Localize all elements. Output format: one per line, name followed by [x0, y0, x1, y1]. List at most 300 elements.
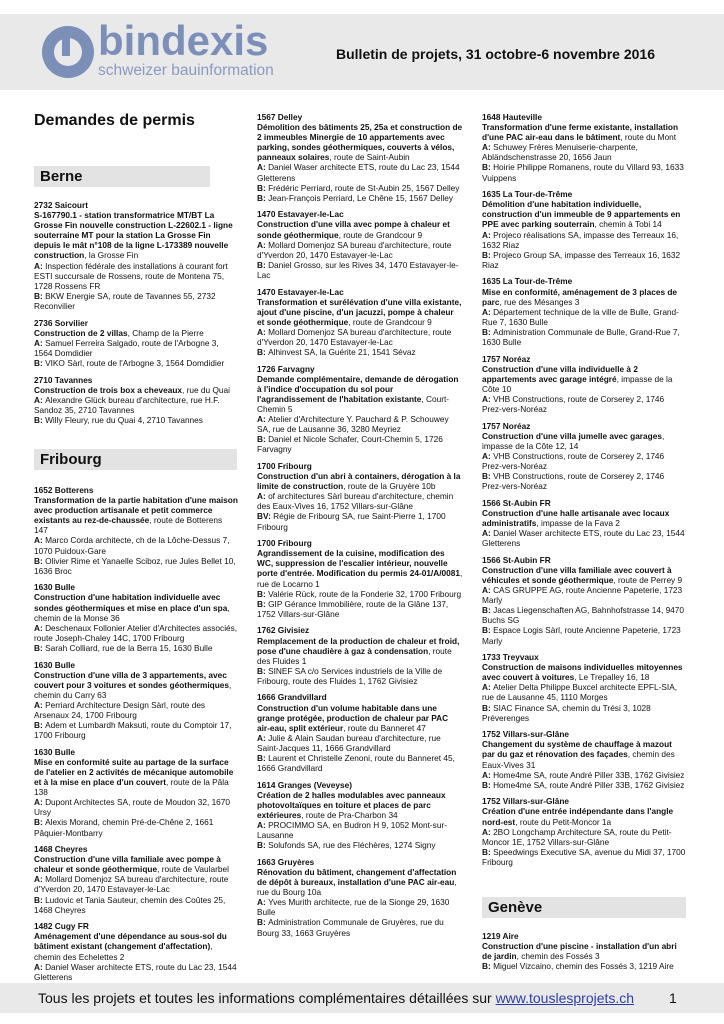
owner-rep-line: [257, 511, 463, 531]
owner-line: [34, 720, 238, 740]
architect-line-key: A:: [482, 585, 494, 596]
footer-link[interactable]: www.touslesprojets.ch: [495, 990, 635, 1006]
project-location: 1630 Bulle: [34, 746, 76, 757]
project-entry: [34, 318, 234, 368]
architect-line-value: Perriard Architecture Design Sàrl, route des Arsenaux 24, 1700 Fribourg: [34, 699, 206, 720]
architect-line: [34, 700, 238, 720]
architect-line: [257, 820, 463, 840]
project-description: [482, 662, 686, 682]
architect-line-key: A:: [34, 535, 46, 546]
project-location: 1752 Villars-sur-Glâne: [482, 729, 570, 740]
column-fribourg-1: [34, 485, 238, 998]
project-entry: [482, 112, 686, 183]
owner-line-value: Projeco Group SA, impasse des Terreaux 16, 1632 Riaz: [482, 249, 681, 270]
architect-line-key: A:: [482, 450, 494, 461]
owner-line-key: B:: [34, 290, 46, 301]
project-location: 1666 Grandvillard: [257, 692, 327, 703]
project-address: , route de la Pâla 138: [34, 777, 229, 798]
architect-line-key: A:: [482, 682, 494, 693]
owner-line-value: Administration Communale de Gruyères, rue du Bourg 33, 1663 Gruyères: [257, 917, 444, 938]
owner-line: [482, 847, 686, 867]
architect-line-key: A:: [257, 326, 269, 337]
project-location: 1630 Bulle: [34, 582, 76, 593]
architect-line-key: A:: [482, 306, 494, 317]
region-heading-berne: Berne: [34, 166, 210, 187]
project-entry: [257, 364, 463, 455]
architect-line: [482, 827, 686, 847]
owner-line-value: Willy Fleury, rue du Quai 4, 2710 Tavannes: [45, 414, 203, 425]
owner-line-key: B:: [482, 471, 494, 482]
owner-line: [482, 327, 686, 347]
owner-rep-line-key: BV:: [257, 511, 274, 522]
owner-line-value: Solufonds SA, rue des Fléchères, 1274 Signy: [268, 840, 436, 851]
owner-line-value: Espace Logis Sàrl, route Ancienne Papeterie, 1723 Marly: [482, 625, 681, 646]
project-address: , route de Botterens 147: [34, 515, 223, 536]
project-title: Construction d'un volume habitable dans une grange protégée, production de chaleur par PAC air-eau, split extérieur: [257, 702, 449, 733]
project-description: [482, 364, 686, 394]
project-title: Construction d'une villa jumelle avec garages: [482, 430, 662, 441]
project-entry: [482, 354, 686, 415]
architect-line-value: Daniel Waser architecte ETS, route du Lac 23, 1544 Gletterens: [257, 162, 460, 183]
owner-line: [482, 780, 686, 790]
project-address: , chemin des Eaux-Vives 31: [482, 749, 675, 770]
project-location: 2736 Sorvilier: [34, 317, 88, 328]
architect-line: [257, 491, 463, 511]
project-description: [257, 548, 463, 588]
architect-line-value: Home4me SA, route André Piller 33B, 1762 Givisiez: [493, 769, 685, 780]
project-location: 1470 Estavayer-le-Lac: [257, 286, 344, 297]
project-location: 1219 Aire: [482, 931, 519, 941]
architect-line-key: A:: [482, 769, 494, 780]
project-address: , la Grosse Fin: [84, 250, 139, 261]
project-address: , route de Vaularbel: [157, 864, 229, 875]
owner-line-key: B:: [482, 779, 494, 790]
owner-line-value: Hoirie Philippe Romanens, route du Villard 93, 1633 Vuippens: [482, 162, 684, 183]
architect-line-key: A:: [34, 260, 46, 271]
architect-line-key: A:: [34, 337, 46, 348]
project-entry: [34, 375, 234, 425]
owner-line: [257, 840, 463, 850]
project-address: , Champ de la Pierre: [127, 327, 204, 338]
project-title: Construction d'une villa familiale avec couvert à véhicules et sonde géothermique: [482, 564, 672, 585]
owner-line: [257, 183, 463, 193]
project-description: [257, 219, 463, 239]
owner-line-key: B:: [257, 917, 269, 928]
architect-line: [257, 733, 463, 753]
project-location: 1614 Granges (Veveyse): [257, 779, 353, 790]
architect-line-value: Daniel Waser architecte ETS, route du Lac 23, 1544 Gletterens: [482, 528, 685, 549]
project-description: [34, 757, 238, 797]
project-title: Transformation et surélévation d'une villa existante, ajout d'une piscine, d'un jacuzzi, pompe à chaleur et sonde géothermique: [257, 296, 462, 327]
owner-line-key: B:: [34, 357, 46, 368]
project-entry: [482, 555, 686, 646]
project-description: [257, 122, 463, 162]
project-title: Construction d'une villa familiale avec pompe à chaleur et sonde géothermique: [34, 854, 221, 875]
owner-line-key: B:: [482, 162, 494, 173]
project-description: [34, 210, 234, 260]
project-description: [257, 703, 463, 733]
project-title: Demande complémentaire, demande de dérogation à l'indice d'occupation du sol pour l'agrandissement de l'habitation existante: [257, 373, 459, 404]
owner-line: [257, 260, 463, 280]
owner-line-key: B:: [257, 192, 269, 203]
project-description: [482, 508, 686, 528]
project-address: , chemin des Fossés 3: [516, 951, 600, 962]
project-title: Construction d'une villa individuelle à 2 appartements avec garage intégré: [482, 363, 638, 384]
owner-line-key: B:: [482, 702, 494, 713]
owner-line-key: B:: [257, 182, 269, 193]
architect-line-value: VHB Constructions, route de Corserey 2, 1746 Prez-vers-Noréaz: [482, 393, 665, 415]
project-title: Construction de 2 villas: [34, 327, 128, 338]
project-address: , rue du Bourg 10a: [257, 877, 457, 898]
project-description: [34, 670, 238, 700]
owner-line-value: Sarah Colliard, rue de la Berra 15, 1630 Bulle: [45, 642, 213, 653]
project-location: 1726 Farvagny: [257, 363, 315, 374]
owner-line-key: B:: [257, 753, 269, 764]
project-description: [257, 374, 463, 414]
owner-line: [34, 817, 238, 837]
owner-line-value: Alhinvest SA, la Guérite 21, 1541 Sévaz: [268, 347, 416, 358]
project-entry: [257, 780, 463, 851]
owner-line: [257, 434, 463, 454]
architect-line-value: Mollard Domenjoz SA bureau d'architecture, route d'Yverdon 20, 1470 Estavayer-le-Lac: [257, 239, 452, 260]
project-title: Mise en conformité suite au partage de la surface de l'atelier en 2 activités de mécanique automobile et à la mise en place d'un couvert: [34, 756, 234, 788]
project-title: Construction d'un abri à containers, dérogation à la limite de construction: [257, 471, 461, 492]
project-description: [257, 297, 463, 327]
architect-line-key: A:: [34, 622, 46, 633]
architect-line-value: Atelier d'Architecture Y. Pauchard & P. Schouwey SA, rue de Lausanne 36, 3280 Meyriez: [257, 414, 449, 435]
owner-line-key: B:: [257, 259, 269, 270]
page-title: Demandes de permis: [34, 112, 195, 129]
architect-line-value: Mollard Domenjoz SA bureau d'architecture, route d'Yverdon 20, 1470 Estavayer-le-Lac: [34, 874, 229, 895]
owner-line: [34, 415, 234, 425]
owner-line-value: Daniel et Nicole Schafer, Court-Chemin 5, 1726 Farvagny: [257, 434, 443, 455]
owner-line-key: B:: [34, 555, 46, 566]
project-description: [482, 941, 686, 961]
owner-line-key: B:: [482, 846, 494, 857]
page-number: 1: [669, 990, 677, 1006]
project-title: Construction d'une villa de 3 appartements, avec couvert pour 3 voitures et sondes géothermiques: [34, 669, 230, 690]
project-title: S-167790.1 - station transformatrice MT/BT La Grosse Fin nouvelle construction L-22602.1 - ligne souterraine MT pour la station La Grosse Fin depuis le mât n°108 de la ligne L-173389 nouvelle construction: [34, 210, 233, 261]
architect-line: [34, 962, 238, 982]
project-description: [34, 495, 238, 535]
owner-line-value: Laurent et Christelle Zenoni, route du Banneret 45, 1666 Grandvillard: [257, 753, 455, 774]
owner-line-key: B:: [34, 414, 46, 425]
project-entry: [257, 538, 463, 619]
architect-line-key: A:: [482, 142, 494, 153]
architect-line: [257, 327, 463, 347]
footer-label: Tous les projets et toutes les informations complémentaires détaillées sur: [38, 990, 496, 1006]
project-entry: [34, 921, 238, 992]
architect-line-value: PROCIMMO SA, en Budron H 9, 1052 Mont-sur-Lausanne: [257, 820, 447, 841]
project-title: Agrandissement de la cuisine, modification des WC, suppression de l'escalier intérieur, nouvelle porte d'entrée. Modification du permis 24-01/A/0081: [257, 548, 460, 579]
owner-line-key: B:: [257, 665, 269, 676]
architect-line-key: A:: [34, 394, 46, 405]
project-location: 1635 La Tour-de-Trême: [482, 189, 573, 200]
owner-line-key: B:: [34, 642, 46, 653]
architect-line: [257, 162, 463, 182]
project-address: , chemin du Carry 63: [34, 679, 232, 700]
project-location: 1648 Hauteville: [482, 112, 542, 122]
architect-line-value: VHB Constructions, route de Corserey 2, 1746 Prez-vers-Noréaz: [482, 450, 665, 471]
project-entry: [482, 498, 686, 548]
project-description: [482, 739, 686, 769]
architect-line: [482, 394, 686, 414]
owner-line: [257, 599, 463, 619]
architect-line: [482, 528, 686, 548]
bindexis-logo-icon: [42, 26, 94, 78]
project-entry: [34, 660, 238, 741]
project-location: 2732 Saicourt: [34, 200, 88, 210]
project-description: [482, 199, 686, 229]
project-title: Création d'une entrée indépendante dans l'angle nord-est: [482, 806, 674, 827]
project-location: 1752 Villars-sur-Glâne: [482, 796, 570, 807]
owner-line-key: B:: [482, 605, 494, 616]
architect-line: [482, 770, 686, 780]
project-title: Construction de maisons individuelles mitoyennes avec couvert à voitures: [482, 662, 683, 683]
project-description: [257, 636, 463, 666]
owner-line: [257, 347, 463, 357]
owner-line: [482, 471, 686, 491]
architect-line-key: A:: [482, 393, 494, 404]
owner-line-key: B:: [257, 434, 269, 445]
project-entry: [482, 652, 686, 723]
architect-line-key: A:: [482, 229, 494, 240]
project-title: Transformation d'une ferme existante, installation d'une PAC air-eau dans le bâtiment: [482, 122, 679, 143]
owner-line-value: Alexis Morand, chemin Pré-de-Chêne 2, 1661 Pâquier-Montbarry: [34, 817, 214, 838]
region-heading-geneve: Genève: [482, 897, 686, 918]
project-location: 1630 Bulle: [34, 659, 76, 670]
owner-line-key: B:: [482, 326, 494, 337]
owner-line-key: B:: [482, 625, 494, 636]
project-title: Transformation de la partie habitation d'une maison avec production artisanale et petit commerce existants au rez-de-chaussée: [34, 495, 238, 526]
owner-line-key: B:: [257, 840, 269, 851]
owner-line-value: GIP Gérance Immobilière, route de la Glâne 137, 1752 Villars-sur-Glâne: [257, 598, 449, 619]
project-description: [482, 287, 686, 307]
project-address: , route de Pra-Charbon 34: [301, 810, 398, 820]
project-address: , route des Fluides 1: [257, 645, 452, 666]
project-entry: [257, 112, 463, 203]
project-entry: [482, 276, 686, 347]
owner-line-value: VIKO Sàrl, route de l'Arbogne 3, 1564 Domdidier: [45, 357, 225, 368]
architect-line: [482, 451, 686, 471]
project-title: Construction d'une habitation individuelle avec sondes géothermiques et mise en place d'un spa: [34, 592, 228, 613]
project-description: [482, 122, 686, 142]
project-location: 1566 St-Aubin FR: [482, 554, 551, 565]
owner-line-key: B:: [482, 249, 494, 260]
owner-line-value: Speedwings Executive SA, avenue du Midi 37, 1700 Fribourg: [482, 846, 686, 867]
owner-line-value: Miguel Vizcaino, chemin des Fossés 3, 1219 Aire: [493, 961, 674, 972]
project-location: 2710 Tavannes: [34, 374, 93, 385]
project-address: , Le Trepalley 16, 18: [574, 672, 650, 683]
owner-line-value: Valérie Rück, route de la Fonderie 32, 1700 Fribourg: [268, 588, 462, 599]
owner-line: [257, 753, 463, 773]
project-entry: [257, 692, 463, 773]
architect-line: [257, 240, 463, 260]
project-location: 1468 Cheyres: [34, 844, 88, 855]
owner-line-key: B:: [257, 598, 269, 609]
owner-line: [257, 193, 463, 203]
owner-line-value: Jacas Liegenschaften AG, Bahnhofstrasse 14, 9470 Buchs SG: [482, 605, 685, 626]
column-geneve: [482, 931, 686, 978]
owner-line-key: B:: [34, 817, 46, 828]
architect-line-value: Samuel Ferreira Salgado, route de l'Arbogne 3, 1564 Domdidier: [34, 337, 219, 358]
architect-line-value: Schuwey Frères Menuiserie-charpente, Abländschenstrasse 20, 1656 Jaun: [482, 142, 638, 163]
owner-line-key: B:: [34, 894, 46, 905]
owner-line-key: B:: [34, 720, 46, 731]
architect-line-key: A:: [257, 491, 269, 502]
project-address: , impasse de la Côte 12, 14: [482, 430, 665, 451]
project-location: 1762 Givisiez: [257, 625, 310, 636]
architect-line-key: A:: [34, 961, 46, 972]
project-title: Rénovation du bâtiment, changement d'affectation de dépôt à bureaux, installation d'une PAC air-eau: [257, 866, 457, 888]
project-entry: [34, 200, 234, 311]
architect-line: [482, 585, 686, 605]
architect-line: [482, 307, 686, 327]
owner-line-value: Home4me SA, route André Piller 33B, 1762 Givisiez: [493, 779, 685, 790]
project-location: 1757 Noréaz: [482, 353, 531, 364]
project-description: [257, 790, 463, 820]
project-entry: [257, 209, 463, 280]
owner-line: [482, 703, 686, 723]
architect-line-value: of architectures Sàrl bureau d'architecture, chemin des Eaux-Vives 16, 1752 Villars-sur-Glâne: [257, 491, 454, 512]
project-address: , impasse de la Fava 2: [536, 517, 620, 528]
owner-line: [482, 961, 686, 971]
architect-line-key: A:: [257, 897, 269, 908]
project-entry: [34, 582, 238, 653]
project-entry: [34, 747, 238, 838]
owner-line-value: Administration Communale de Bulle, Grand-Rue 7, 1630 Bulle: [482, 326, 680, 347]
project-description: [34, 854, 238, 874]
region-heading-fribourg: Fribourg: [34, 449, 237, 470]
project-location: 1700 Fribourg: [257, 461, 312, 471]
owner-line: [257, 589, 463, 599]
architect-line-value: Yves Murith architecte, rue de la Sionge 29, 1630 Bulle: [257, 897, 450, 918]
owner-line-value: Frédéric Perriard, route de St-Aubin 25, 1567 Delley: [268, 182, 460, 193]
project-address: , route de Grandcour 9: [348, 316, 432, 327]
project-entry: [482, 189, 686, 270]
architect-line-key: A:: [34, 699, 46, 710]
architect-line: [34, 535, 238, 555]
architect-line-value: Atelier Delta Philippe Buxcel architecte EPFL-SIA, rue de Lausanne 45, 1110 Morges: [482, 682, 678, 703]
architect-line-value: Julie & Alain Saudan bureau d'architecture, rue Saint-Jacques 11, 1666 Grandvillard: [257, 732, 441, 753]
project-address: , chemin des Echelettes 2: [34, 941, 213, 962]
owner-line: [34, 556, 238, 576]
project-location: 1652 Botterens: [34, 485, 94, 495]
architect-line-value: Inspection fédérale des installations à courant fort ESTI succursale de Rossens, route de Montena 75, 1728 Rossens FR: [34, 260, 228, 291]
project-title: Construction d'une villa avec pompe à chaleur et sonde géothermique: [257, 219, 450, 240]
architect-line: [482, 230, 686, 250]
architect-line: [34, 797, 238, 817]
project-description: [34, 592, 238, 622]
brand-tagline: schweizer bauinformation: [98, 62, 274, 79]
project-entry: [34, 844, 238, 915]
project-address: , impasse de la Côte 10: [482, 373, 673, 394]
architect-line: [257, 897, 463, 917]
project-title: Changement du système de chauffage à mazout par du gaz et rénovation des façades: [482, 739, 672, 760]
project-address: , chemin à Tobi 14: [594, 219, 662, 230]
project-location: 1566 St-Aubin FR: [482, 497, 551, 508]
project-address: , rue des Mésanges 3: [499, 296, 580, 307]
project-address: , chemin de la Monse 36: [34, 602, 230, 623]
project-description: [257, 867, 463, 897]
project-address: , route de la Gruyère 10b: [343, 481, 436, 492]
architect-line: [34, 395, 234, 415]
architect-line: [34, 261, 234, 291]
project-location: 1663 Gruyères: [257, 856, 315, 867]
owner-line: [34, 895, 238, 915]
project-address: , route du Banneret 47: [343, 722, 426, 733]
owner-line: [482, 605, 686, 625]
column-berne: [34, 200, 234, 431]
project-description: [257, 471, 463, 491]
owner-line-key: B:: [257, 347, 269, 358]
architect-line: [257, 414, 463, 434]
project-description: [482, 806, 686, 826]
project-address: , rue de Locarno 1: [257, 568, 463, 589]
project-entry: [482, 729, 686, 790]
owner-line: [257, 666, 463, 686]
architect-line-value: Mollard Domenjoz SA bureau d'architecture, route d'Yverdon 20, 1470 Estavayer-le-Lac: [257, 326, 452, 347]
bulletin-title: Bulletin de projets, 31 octobre-6 novembre 2016: [336, 46, 655, 62]
project-description: [34, 385, 234, 395]
project-location: 1567 Delley: [257, 112, 303, 122]
project-location: 1700 Fribourg: [257, 538, 312, 549]
project-entry: [482, 421, 686, 492]
architect-line-key: A:: [482, 826, 494, 837]
project-location: 1470 Estavayer-le-Lac: [257, 209, 344, 220]
architect-line-value: 2BO Longchamp Architecture SA, route du Petit-Moncor 1E, 1752 Villars-sur-Glâne: [482, 826, 672, 847]
architect-line: [482, 142, 686, 162]
project-location: 1733 Treyvaux: [482, 652, 539, 663]
owner-line-value: Olivier Rime et Yanaelle Sciboz, rue Jules Bellet 10, 1636 Broc: [34, 555, 236, 576]
project-address: , route de Grandcour 9: [338, 229, 423, 240]
project-entry: [257, 857, 463, 938]
project-title: Construction d'une piscine - installation d'un abri de jardin: [482, 941, 677, 962]
architect-line-value: Alexandre Glück bureau d'architecture, rue H.F. Sandoz 35, 2710 Tavannes: [34, 394, 220, 415]
project-title: Construction d'une halle artisanale avec locaux administratifs: [482, 507, 670, 528]
owner-line-value: SIAC Finance SA, chemin du Trési 3, 1028 Préverenges: [482, 702, 651, 723]
architect-line-value: Deschenaux Follonier Atelier d'Architectes associés, route Joseph-Chaley 14C, 1700 Fribourg: [34, 622, 238, 643]
architect-line-key: A:: [482, 528, 494, 539]
project-address: , route du Petit-Moncor 1a: [515, 816, 612, 827]
owner-line: [482, 162, 686, 182]
project-entry: [34, 485, 238, 576]
project-title: Construction de trois box a cheveaux: [34, 384, 182, 395]
architect-line-key: A:: [257, 732, 269, 743]
architect-line-value: Département technique de la ville de Bulle, Grand-Rue 7, 1630 Bulle: [482, 306, 679, 327]
architect-line-value: Daniel Waser architecte ETS, route du Lac 23, 1544 Gletterens: [34, 961, 237, 982]
project-description: [482, 431, 686, 451]
project-location: 1757 Noréaz: [482, 420, 531, 431]
project-entry: [257, 461, 463, 532]
project-title: Création de 2 halles modulables avec panneaux photovoltaïques en toiture et places de parc extérieures: [257, 789, 446, 820]
project-address: , route de Saint-Aubin: [329, 152, 410, 163]
architect-line-key: A:: [34, 874, 46, 885]
column-fribourg-3: [482, 112, 686, 873]
project-entry: [482, 931, 686, 971]
architect-line-value: Projeco réalisations SA, impasse des Terreaux 16, 1632 Riaz: [482, 229, 679, 250]
footer-text: [38, 990, 634, 1006]
owner-line: [34, 291, 234, 311]
architect-line-value: CAS GRUPPE AG, route Ancienne Papeterie, 1723 Marly: [482, 585, 683, 606]
architect-line-key: A:: [257, 820, 269, 831]
project-location: 1635 La Tour-de-Trême: [482, 276, 573, 287]
project-address: , rue du Quai: [182, 384, 230, 395]
owner-line-value: BKW Energie SA, route de Tavannes 55, 2732 Reconvilier: [34, 290, 216, 311]
architect-line-key: A:: [257, 162, 269, 173]
project-entry: [482, 796, 686, 867]
project-title: Remplacement de la production de chaleur et froid, pose d'une chaudière à gaz à condensation: [257, 635, 460, 656]
